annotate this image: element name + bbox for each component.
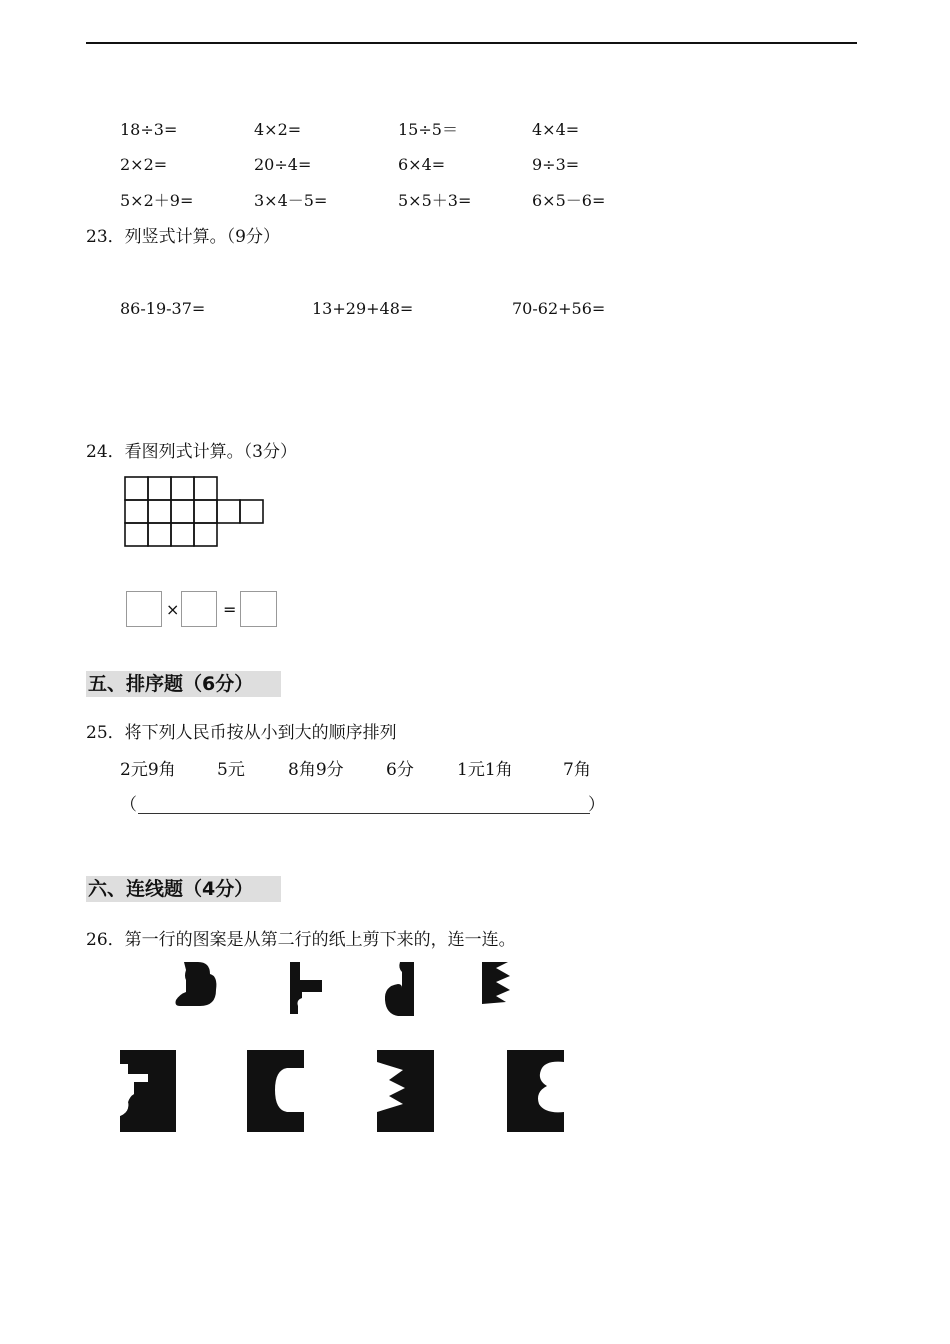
paper-f-notch-icon[interactable] [120,1050,176,1132]
paper-e-notch-icon[interactable] [507,1050,564,1132]
money-item: 2元9角 [120,760,176,780]
paper-zigzag-notch-icon[interactable] [377,1050,434,1132]
answer-blank-line[interactable] [138,813,590,814]
calc-item: 6×5－6= [532,191,606,210]
vertical-calc-item: 70-62+56= [512,299,606,318]
calc-item: 18÷3= [120,120,178,139]
header-rule [86,42,857,44]
vertical-calc-item: 13+29+48= [312,299,414,318]
vertical-calc-item: 86-19-37= [120,299,206,318]
section-5-heading [86,671,281,697]
calc-item: 4×2= [254,120,302,139]
answer-paren-close: ） [588,795,605,815]
answer-box-product[interactable] [240,591,277,627]
cut-shape-e-icon[interactable] [482,962,512,1004]
money-item: 1元1角 [457,760,513,780]
calc-item: 3×4－5= [254,191,328,210]
square-grid-figure [124,476,266,548]
calc-item: 6×4= [398,155,446,174]
question-25-title: 25．将下列人民币按从小到大的顺序排列 [86,723,397,743]
cut-shape-rounded-icon[interactable] [174,962,218,1008]
calc-item: 4×4= [532,120,580,139]
answer-paren-open: （ [120,795,137,815]
money-item: 8角9分 [288,760,344,780]
question-24-title: 24．看图列式计算。（3分） [86,442,297,462]
calc-item: 9÷3= [532,155,580,174]
money-item: 5元 [217,760,245,780]
cut-shape-t-icon[interactable] [288,962,324,1014]
section-5-title: 五、排序题（6分） [88,673,254,695]
money-item: 6分 [386,760,414,780]
section-6-heading [86,876,281,902]
times-sign: × [166,600,180,619]
equals-sign: = [223,600,237,619]
section-6-title: 六、连线题（4分） [88,878,254,900]
answer-box-factor-1[interactable] [126,591,162,627]
question-26-title: 26．第一行的图案是从第二行的纸上剪下来的，连一连。 [86,930,516,950]
paper-c-notch-icon[interactable] [247,1050,304,1132]
cut-shape-d-icon[interactable] [384,962,416,1016]
calc-item: 15÷5＝ [398,120,458,139]
calc-item: 5×5＋3= [398,191,472,210]
calc-item: 5×2＋9= [120,191,194,210]
calc-item: 2×2= [120,155,168,174]
calc-item: 20÷4= [254,155,312,174]
money-item: 7角 [563,760,591,780]
question-23-title: 23．列竖式计算。（9分） [86,227,280,247]
answer-box-factor-2[interactable] [181,591,217,627]
